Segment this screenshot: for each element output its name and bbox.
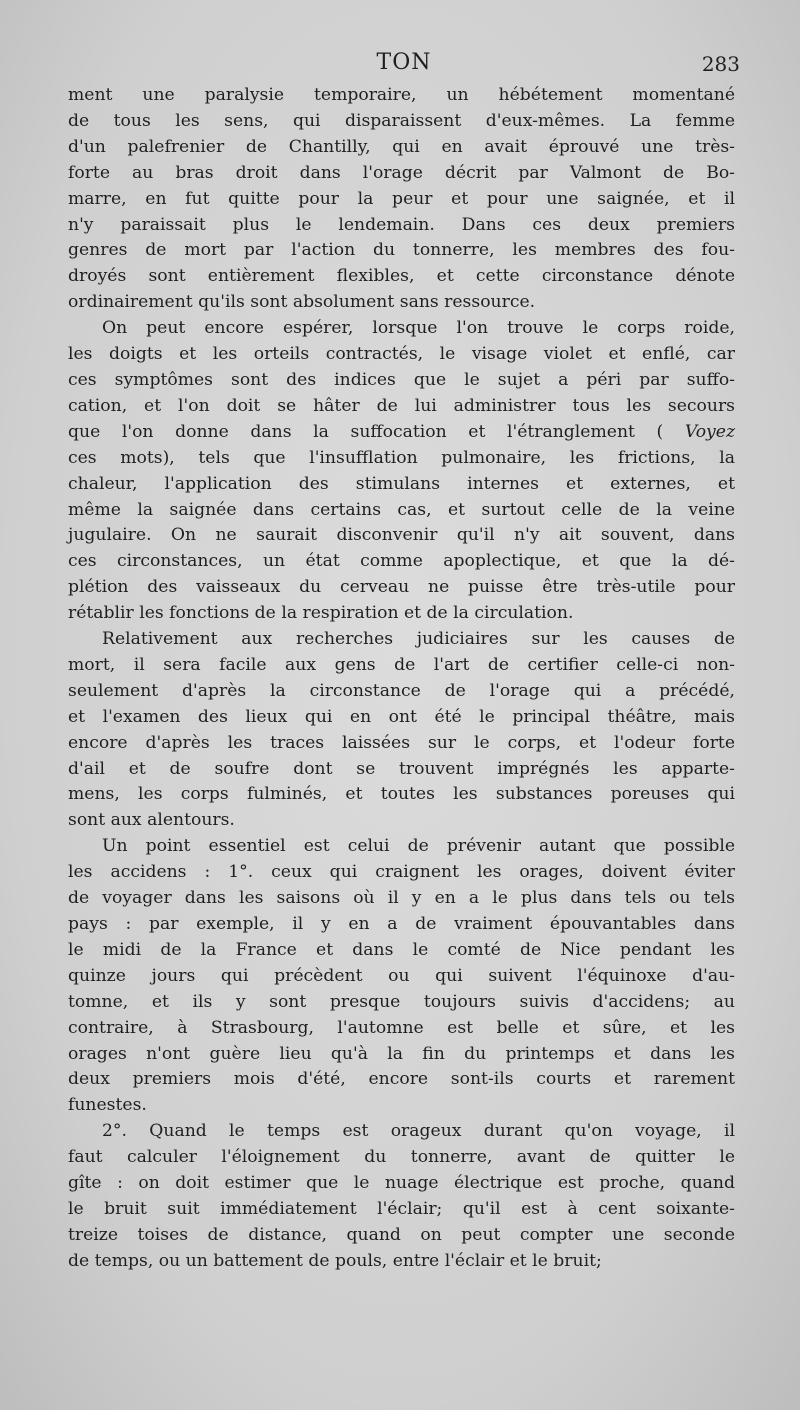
text-line: n'y paraissait plus le lendemain. Dans ces deux premiers (68, 214, 735, 235)
text-line: même la saignée dans certains cas, et surtout celle de la veine (68, 499, 735, 520)
text-line: forte au bras droit dans l'orage décrit par Valmont de Bo- (68, 162, 735, 183)
text-line: de voyager dans les saisons où il y en a le plus dans tels ou tels (68, 888, 735, 909)
paragraph (68, 627, 735, 834)
paragraph (68, 316, 735, 627)
paragraph (68, 834, 735, 1119)
text-line: ordinairement qu'ils sont absolument sans ressource. (68, 292, 536, 313)
text-line: mort, il sera facile aux gens de l'art de certifier celle-ci non- (68, 654, 735, 675)
text-line: 2°. Quand le temps est orageux durant qu'on voyage, il (102, 1121, 735, 1142)
text-line: funestes. (68, 1095, 147, 1116)
text-line: marre, en fut quitte pour la peur et pour une saignée, et il (68, 188, 735, 209)
text-line: et l'examen des lieux qui en ont été le principal théâtre, mais (68, 706, 735, 727)
text-line: Relativement aux recherches judiciaires sur les causes de (102, 629, 735, 650)
paragraph (68, 83, 735, 316)
page-title: TON (376, 50, 432, 75)
text-line: rétablir les fonctions de la respiration et de la circulation. (68, 603, 574, 624)
text-line: d'ail et de soufre dont se trouvent imprégnés les apparte- (68, 758, 735, 779)
text-line: cation, et l'on doit se hâter de lui administrer tous les secours (68, 395, 735, 416)
text-line: plétion des vaisseaux du cerveau ne puisse être très-utile pour (68, 577, 735, 598)
text-line: les doigts et les orteils contractés, le visage violet et enflé, car (68, 344, 735, 365)
text-line: jugulaire. On ne saurait disconvenir qu'il n'y ait souvent, dans (68, 525, 735, 546)
text-line: chaleur, l'application des stimulans internes et externes, et (68, 473, 735, 494)
text-line: genres de mort par l'action du tonnerre, les membres des fou- (68, 240, 735, 261)
text-line: contraire, à Strasbourg, l'automne est belle et sûre, et les (68, 1017, 735, 1038)
text-line: faut calculer l'éloignement du tonnerre, avant de quitter le (68, 1147, 735, 1168)
text-line: tomne, et ils y sont presque toujours suivis d'accidens; au (68, 991, 735, 1012)
page-number: 283 (701, 52, 740, 76)
text-line: Un point essentiel est celui de prévenir autant que possible (102, 836, 735, 857)
text-line: le midi de la France et dans le comté de Nice pendant les (68, 939, 735, 960)
text-line: quinze jours qui précèdent ou qui suivent l'équinoxe d'au- (68, 965, 735, 986)
text-line: pays : par exemple, il y en a de vraiment épouvantables dans (68, 914, 735, 934)
text-line: On peut encore espérer, lorsque l'on trouve le corps roide, (102, 318, 735, 339)
text-line: que l'on donne dans la suffocation et l'étranglement ( Voyez (68, 421, 735, 442)
text-line: ces mots), tels que l'insufflation pulmonaire, les frictions, la (68, 447, 735, 468)
running-head (68, 50, 740, 80)
text-line: de temps, ou un battement de pouls, entre l'éclair et le bruit; (68, 1250, 602, 1271)
text-line: ment une paralysie temporaire, un hébétement momentané (68, 85, 735, 105)
text-line: treize toises de distance, quand on peut compter une seconde (68, 1224, 735, 1245)
text-line: seulement d'après la circonstance de l'orage qui a précédé, (68, 680, 735, 701)
text-line: de tous les sens, qui disparaissent d'eux-mêmes. La femme (68, 110, 735, 131)
text-line: d'un palefrenier de Chantilly, qui en avait éprouvé une très- (68, 136, 735, 157)
text-line: deux premiers mois d'été, encore sont-ils courts et rarement (68, 1069, 735, 1090)
text-line: droyés sont entièrement flexibles, et cette circonstance dénote (68, 266, 735, 287)
text-line: les accidens : 1°. ceux qui craignent les orages, doivent éviter (68, 862, 735, 883)
text-line: ces symptômes sont des indices que le sujet a péri par suffo- (68, 369, 735, 390)
text-line: sont aux alentours. (68, 810, 235, 831)
text-line: mens, les corps fulminés, et toutes les substances poreuses qui (68, 784, 735, 805)
text-line: ces circonstances, un état comme apoplectique, et que la dé- (68, 551, 735, 572)
paragraph (68, 1119, 735, 1274)
text-line: gîte : on doit estimer que le nuage électrique est proche, quand (68, 1173, 735, 1194)
text-line: encore d'après les traces laissées sur le corps, et l'odeur forte (68, 732, 735, 753)
body-text (68, 83, 735, 1275)
text-line: orages n'ont guère lieu qu'à la fin du printemps et dans les (68, 1043, 735, 1064)
text-line: le bruit suit immédiatement l'éclair; qu'il est à cent soixante- (68, 1198, 735, 1219)
